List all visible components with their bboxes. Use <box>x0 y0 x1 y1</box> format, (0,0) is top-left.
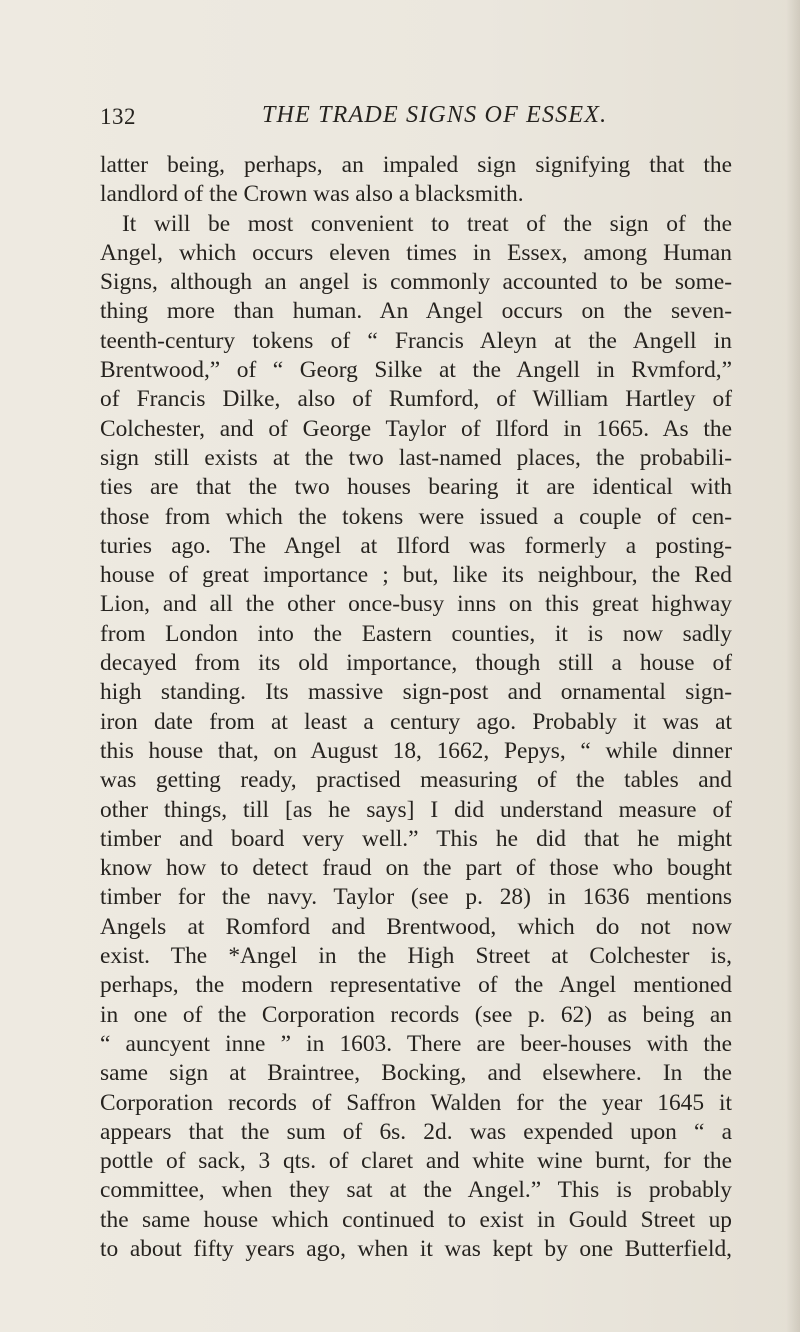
text-line: appears that the sum of 6s. 2d. was expended upon “ a <box>100 1118 732 1145</box>
text-line: sign still exists at the two last-named places, the probabili- <box>100 444 732 471</box>
text-line: Angels at Romford and Brentwood, which do not now <box>100 913 732 940</box>
text-line: pottle of sack, 3 qts. of claret and white wine burnt, for the <box>100 1148 732 1175</box>
text-line: was getting ready, practised measuring of the tables and <box>100 767 732 794</box>
text-line: from London into the Eastern counties, it is now sadly <box>100 620 732 647</box>
text-line: of Francis Dilke, also of Rumford, of William Hartley of <box>100 386 732 413</box>
text-line: this house that, on August 18, 1662, Pepys, “ while dinner <box>100 737 732 764</box>
text-line: iron date from at least a century ago. Probably it was at <box>100 708 732 735</box>
text-line: Signs, although an angel is commonly accounted to be some- <box>100 269 732 296</box>
text-line: teenth-century tokens of “ Francis Aleyn at the Angell in <box>100 327 732 354</box>
text-line: latter being, perhaps, an impaled sign signifying that the <box>100 152 732 178</box>
text-line: those from which the tokens were issued a couple of cen- <box>100 503 732 530</box>
text-line: “ auncyent inne ” in 1603. There are beer-houses with the <box>100 1030 732 1057</box>
text-line: Colchester, and of George Taylor of Ilford in 1665. As the <box>100 415 732 442</box>
text-line: same sign at Braintree, Bocking, and elsewhere. In the <box>100 1060 732 1087</box>
text-line: exist. The *Angel in the High Street at Colchester is, <box>100 943 732 970</box>
text-line: other things, till [as he says] I did understand measure of <box>100 796 732 823</box>
text-line: ties are that the two houses bearing it are identical with <box>100 474 732 501</box>
page-edge-shadow <box>786 0 800 1332</box>
text-line: It will be most convenient to treat of the sign of the <box>122 210 732 237</box>
text-line: high standing. Its massive sign-post and ornamental sign- <box>100 679 732 706</box>
text-line: Brentwood,” of “ Georg Silke at the Angell in Rvmford,” <box>100 357 732 384</box>
text-line: house of great importance ; but, like its neighbour, the Red <box>100 562 732 589</box>
text-line: to about fifty years ago, when it was kept by one Butterfield, <box>100 1235 732 1262</box>
text-line: perhaps, the modern representative of the Angel mentioned <box>100 972 732 999</box>
text-line: the same house which continued to exist in Gould Street up <box>100 1206 732 1233</box>
text-line: timber and board very well.” This he did that he might <box>100 825 732 852</box>
text-line: committee, when they sat at the Angel.” This is probably <box>100 1177 732 1204</box>
text-line: landlord of the Crown was also a blacksmith. <box>100 181 524 208</box>
running-head <box>0 100 800 136</box>
page-number: 132 <box>100 104 136 129</box>
text-line: decayed from its old importance, though still a house of <box>100 650 732 677</box>
text-line: timber for the navy. Taylor (see p. 28) in 1636 mentions <box>100 884 732 911</box>
text-line: know how to detect fraud on the part of those who bought <box>100 855 732 882</box>
text-line: Corporation records of Saffron Walden for the year 1645 it <box>100 1089 732 1116</box>
running-title: THE TRADE SIGNS OF ESSEX. <box>262 102 608 128</box>
text-line: in one of the Corporation records (see p. 62) as being an <box>100 1001 732 1028</box>
text-line: thing more than human. An Angel occurs on the seven- <box>100 298 732 325</box>
text-line: turies ago. The Angel at Ilford was formerly a posting- <box>100 532 732 559</box>
text-line: Lion, and all the other once-busy inns on this great highway <box>100 591 732 618</box>
body-text <box>100 151 732 1264</box>
text-line: Angel, which occurs eleven times in Essex, among Human <box>100 239 732 266</box>
